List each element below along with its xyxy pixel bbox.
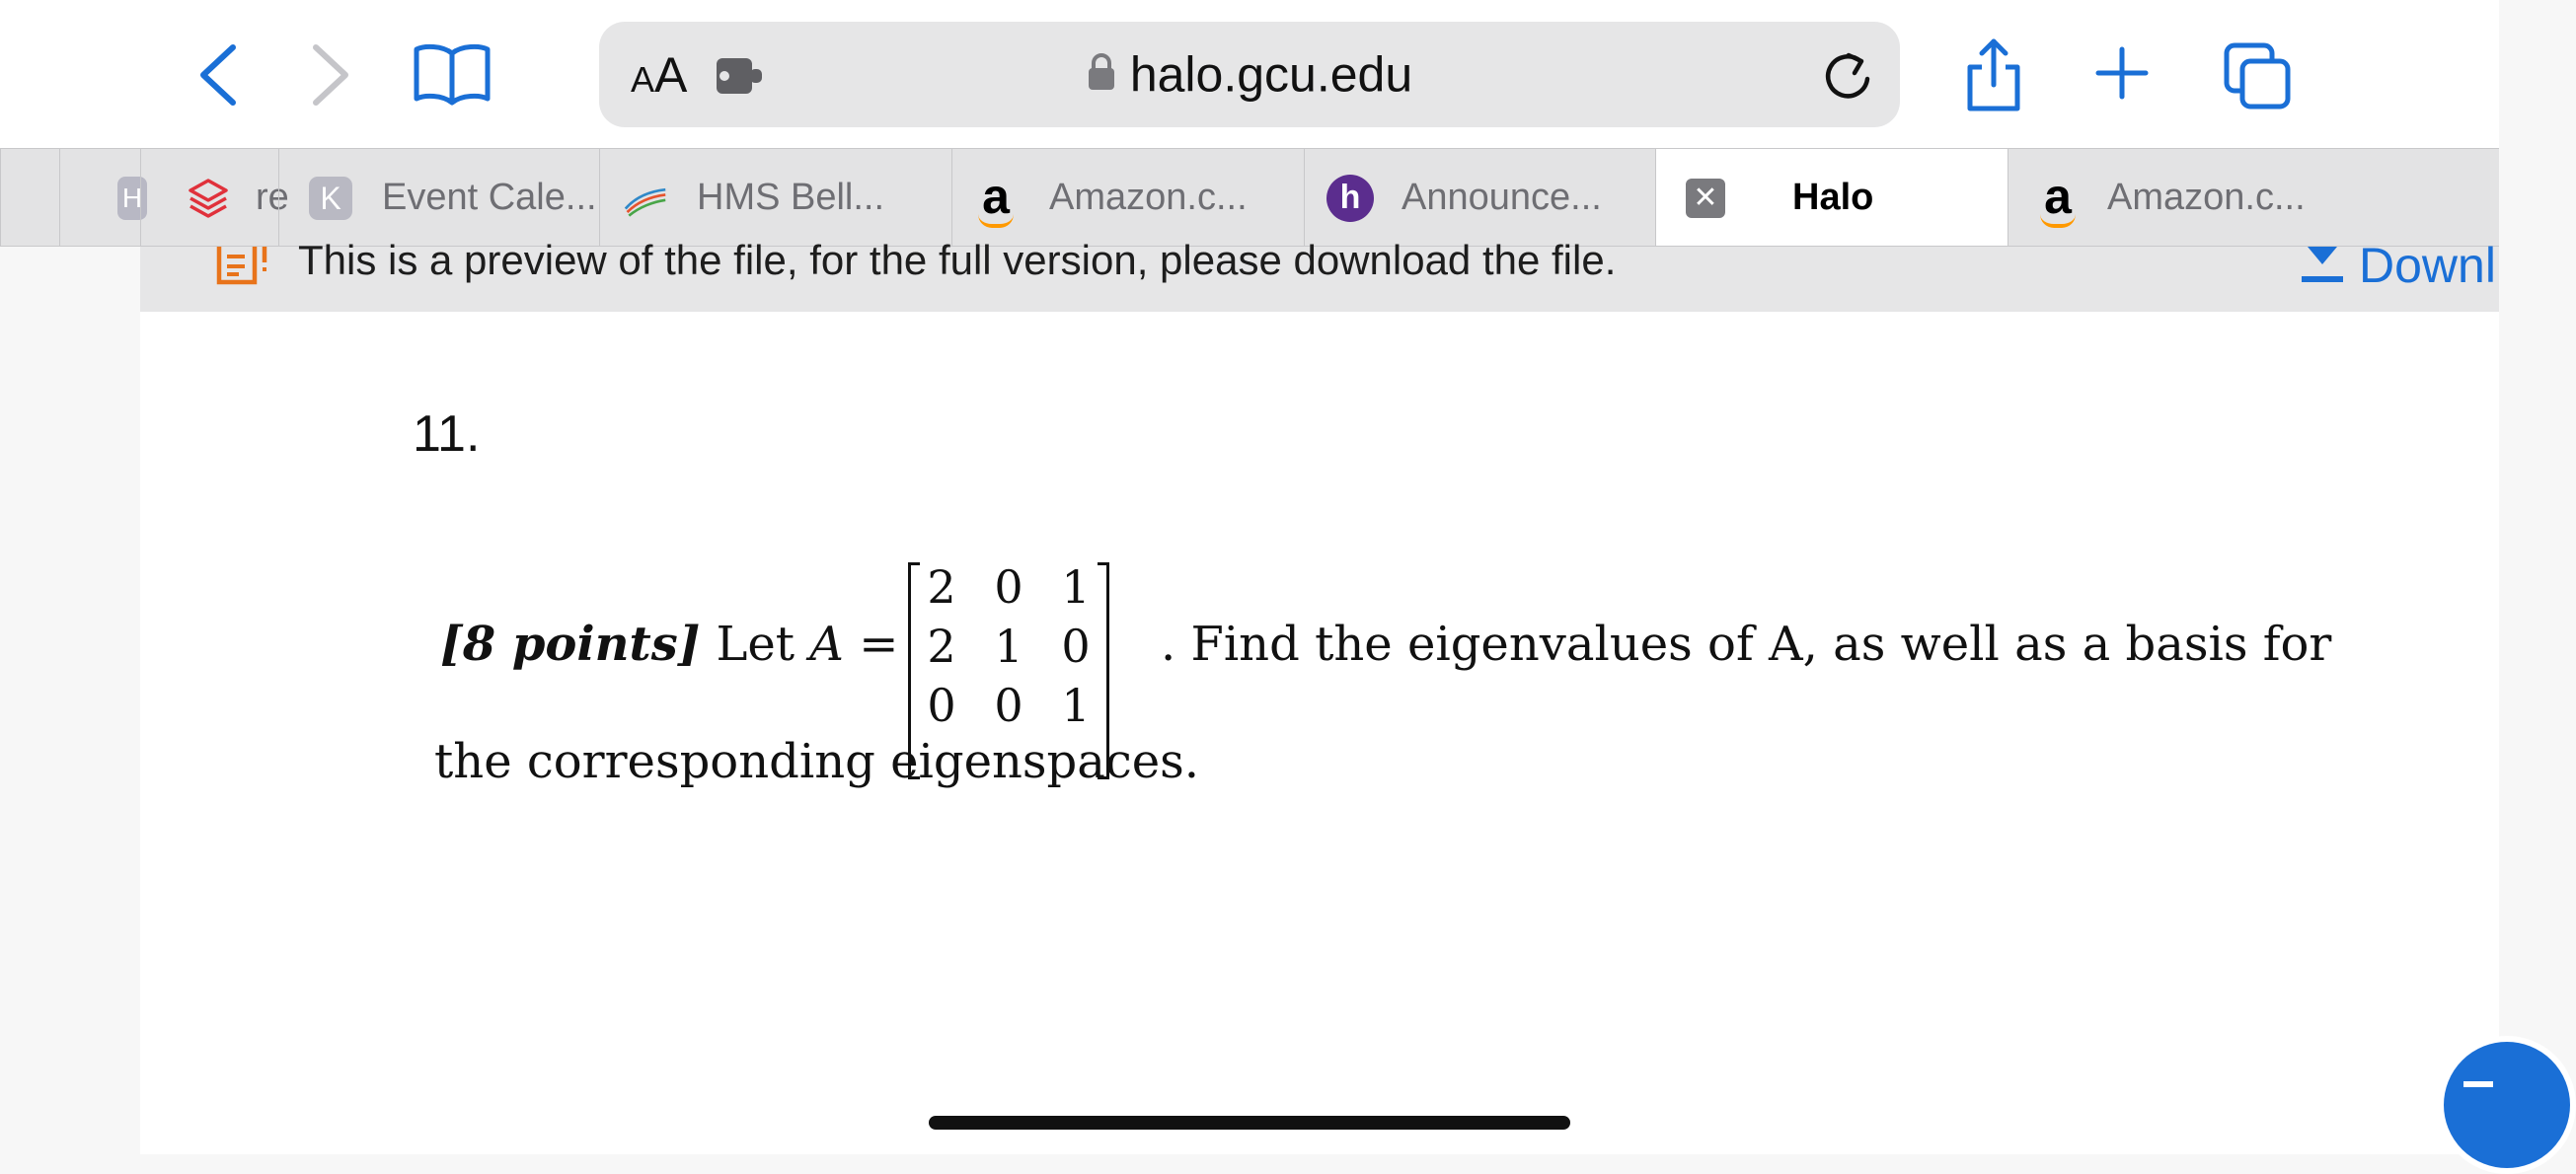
question-line-1-continued: . Find the eigenvalues of A, as well as a basis for	[1161, 617, 2332, 672]
question-line-2: the corresponding eigenspaces.	[434, 734, 1200, 789]
tab-favicon: H	[117, 177, 147, 220]
share-icon[interactable]	[1964, 37, 2023, 112]
tab-label: Amazon.c...	[1049, 177, 1248, 218]
tab-label: Announce...	[1402, 177, 1602, 218]
tabs-overview-icon[interactable]	[2223, 41, 2294, 110]
floating-action-button[interactable]	[2438, 1036, 2576, 1174]
matrix-cell: 1	[994, 620, 1023, 673]
tab-amazon-1[interactable]	[951, 149, 1304, 246]
matrix-cell: 0	[994, 560, 1023, 614]
tab-bar	[0, 148, 2499, 247]
k-favicon-icon: K	[309, 177, 352, 220]
tab-hms-bell[interactable]	[599, 149, 951, 246]
matrix-cell: 0	[1061, 620, 1091, 673]
bookmarks-icon[interactable]	[413, 43, 492, 105]
tab-partial-2[interactable]	[59, 149, 143, 246]
reload-icon[interactable]	[1821, 49, 1874, 103]
fab-icon	[2463, 1081, 2493, 1087]
address-bar[interactable]	[599, 22, 1900, 127]
forward-icon[interactable]	[306, 41, 355, 109]
amazon-favicon-icon	[974, 169, 1018, 224]
tab-label: HMS Bell...	[697, 177, 885, 218]
halo-h-favicon-icon: h	[1326, 175, 1374, 222]
tab-amazon-2[interactable]	[2008, 149, 2499, 246]
matrix-cell: 2	[927, 560, 956, 614]
layers-icon	[187, 177, 230, 220]
url-container	[599, 22, 1900, 127]
new-tab-icon[interactable]	[2094, 45, 2150, 101]
tab-partial-1[interactable]	[0, 149, 59, 246]
text-size-small-label: A	[631, 59, 655, 100]
question-number: 11.	[413, 405, 481, 463]
back-icon[interactable]	[193, 41, 243, 109]
tab-announcements[interactable]	[1304, 149, 1655, 246]
tab-halo[interactable]	[1655, 149, 2008, 246]
tab-label: Amazon.c...	[2107, 177, 2306, 218]
close-icon[interactable]: ✕	[1686, 179, 1725, 218]
question-line-1	[440, 617, 898, 672]
tab-label: Halo	[1792, 177, 1874, 218]
download-link[interactable]: Downl	[2359, 238, 2496, 293]
browser-toolbar	[0, 0, 2499, 148]
equals-sign: =	[859, 617, 899, 672]
home-indicator	[929, 1116, 1570, 1130]
amazon-favicon-letter: a	[982, 169, 1010, 224]
tab-re[interactable]	[140, 149, 289, 246]
preview-banner	[140, 237, 2499, 312]
matrix-cell: 1	[1061, 679, 1091, 732]
matrix-variable: A	[809, 617, 844, 672]
document-preview-icon	[215, 247, 270, 296]
question-points: [8 points]	[440, 617, 701, 672]
amazon-favicon-letter: a	[2044, 169, 2072, 224]
question-let: Let	[716, 617, 796, 672]
download-icon[interactable]	[2300, 247, 2345, 286]
matrix-cell: 0	[927, 679, 956, 732]
text-size-big-label: A	[654, 47, 688, 103]
lock-icon	[1087, 53, 1116, 91]
url-text: halo.gcu.edu	[1129, 46, 1413, 103]
tab-label: re	[256, 177, 289, 218]
tab-event-calendar[interactable]	[278, 149, 599, 246]
matrix-cell: 2	[927, 620, 956, 673]
tab-label: Event Cale...	[382, 177, 597, 218]
document-page	[140, 247, 2499, 1154]
preview-banner-text: This is a preview of the file, for the full version, please download the file.	[298, 237, 1617, 283]
hms-logo-icon	[624, 177, 667, 220]
matrix-a	[908, 558, 1109, 732]
matrix-cell: 1	[1061, 560, 1091, 614]
amazon-favicon-icon	[2036, 169, 2080, 224]
matrix-cell: 0	[994, 679, 1023, 732]
